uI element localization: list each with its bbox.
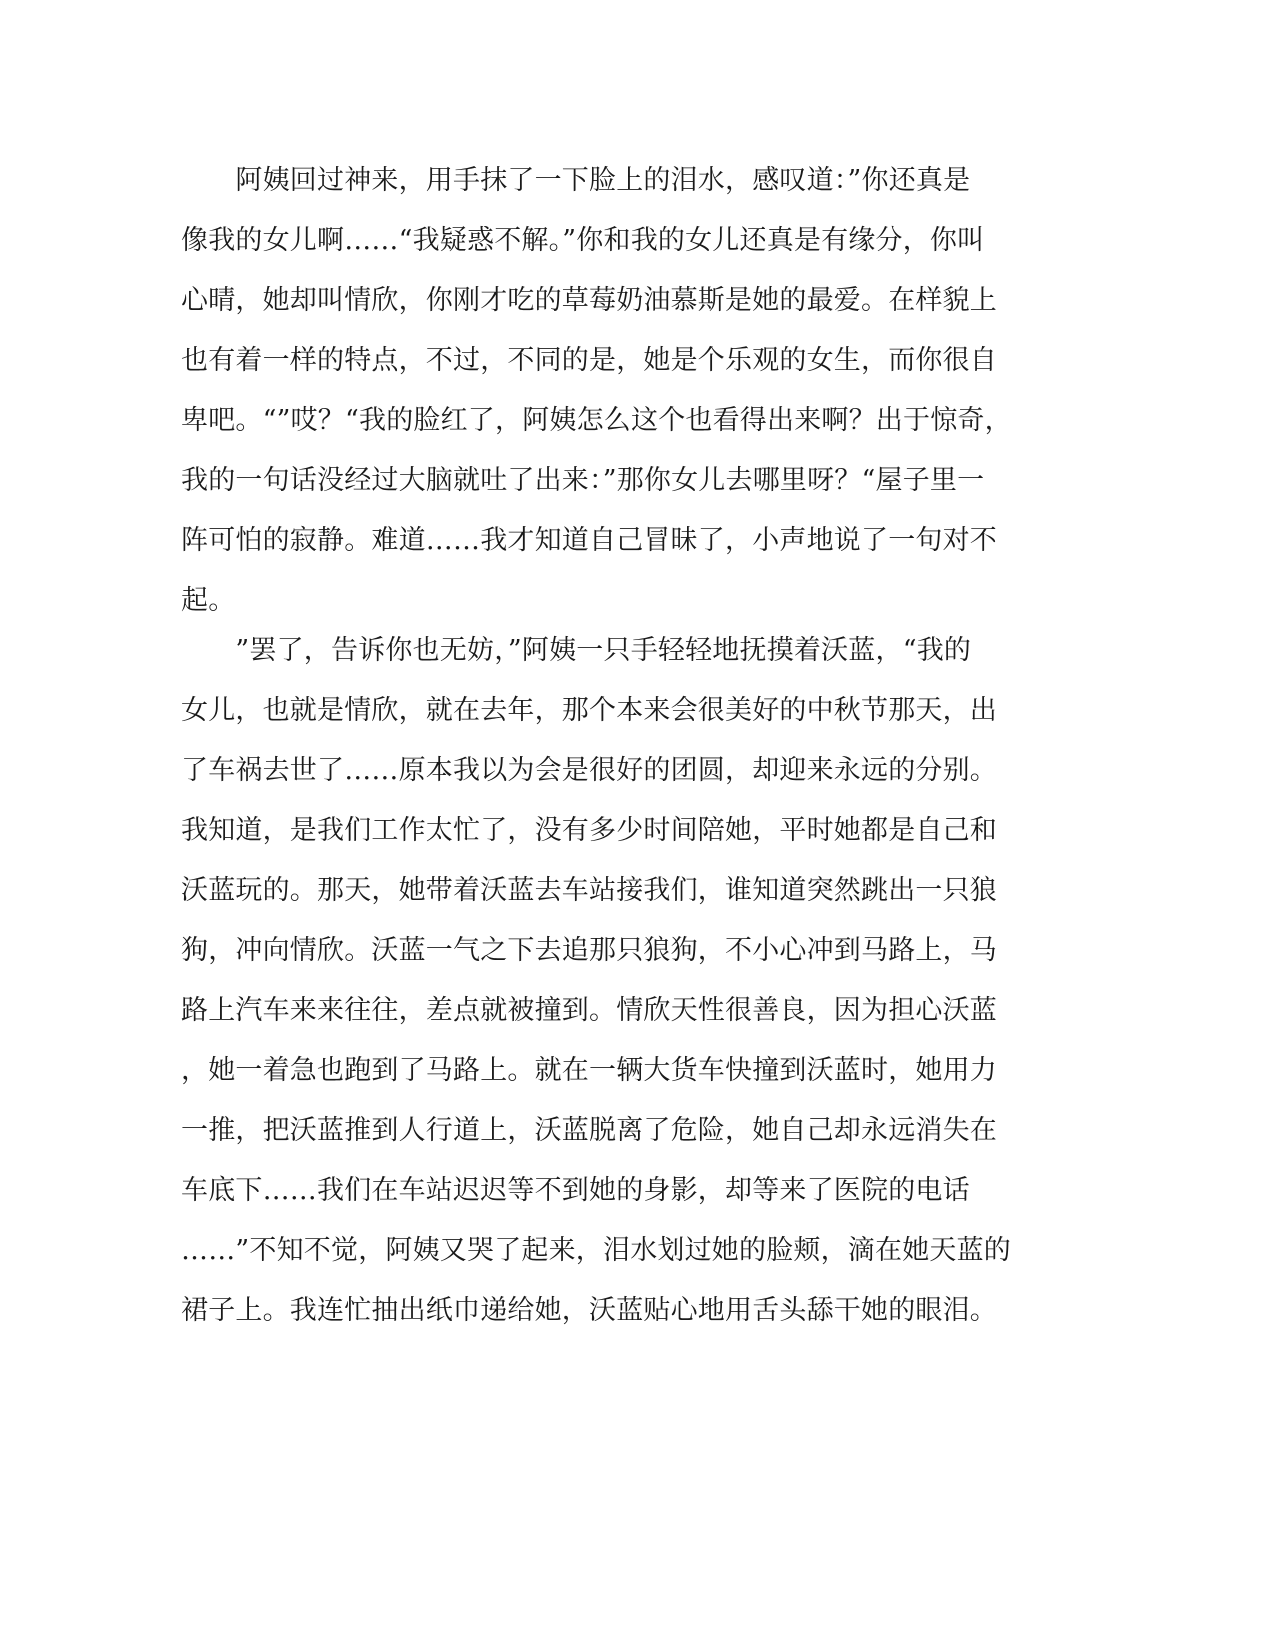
paragraph-2	[181, 621, 1031, 1341]
paragraph-line: 沃蓝玩的。那天，她带着沃蓝去车站接我们，谁知道突然跳出一只狼	[181, 875, 997, 906]
paragraph-line: 我知道，是我们工作太忙了，没有多少时间陪她，平时她都是自己和	[181, 815, 997, 846]
paragraph-line: 像我的女儿啊……“我疑惑不解。”你和我的女儿还真是有缘分，你叫	[181, 225, 985, 256]
paragraph-line: ，她一着急也跑到了马路上。就在一辆大货车快撞到沃蓝时，她用力	[181, 1055, 997, 1086]
paragraph-line: 了车祸去世了……原本我以为会是很好的团圆，却迎来永远的分别。	[181, 755, 997, 786]
paragraph-line: ”罢了，告诉你也无妨，”阿姨一只手轻轻地抚摸着沃蓝，“我的	[181, 635, 972, 666]
paragraph-line: 车底下……我们在车站迟迟等不到她的身影，却等来了医院的电话	[181, 1175, 970, 1206]
paragraph-line: 路上汽车来来往往，差点就被撞到。情欣天性很善良，因为担心沃蓝	[181, 995, 997, 1026]
paragraph-1	[181, 151, 1031, 631]
paragraph-line: 起。	[181, 585, 236, 616]
paragraph-line: 阵可怕的寂静。难道……我才知道自己冒昧了，小声地说了一句对不	[181, 525, 997, 556]
paragraph-line: 卑吧。“”哎？“我的脸红了，阿姨怎么这个也看得出来啊？出于惊奇，	[181, 405, 1012, 436]
paragraph-line: 一推，把沃蓝推到人行道上，沃蓝脱离了危险，她自己却永远消失在	[181, 1115, 997, 1146]
paragraph-line: 也有着一样的特点，不过，不同的是，她是个乐观的女生，而你很自	[181, 345, 997, 376]
paragraph-line: 我的一句话没经过大脑就吐了出来：”那你女儿去哪里呀？“屋子里一	[181, 465, 985, 496]
paragraph-line: 心晴，她却叫情欣，你刚才吃的草莓奶油慕斯是她的最爱。在样貌上	[181, 285, 997, 316]
paragraph-line: 裙子上。我连忙抽出纸巾递给她，沃蓝贴心地用舌头舔干她的眼泪。	[181, 1295, 997, 1326]
paragraph-line: 阿姨回过神来，用手抹了一下脸上的泪水，感叹道：”你还真是	[181, 165, 971, 196]
paragraph-line: ……”不知不觉，阿姨又哭了起来，泪水划过她的脸颊，滴在她天蓝的	[181, 1235, 1012, 1266]
paragraph-line: 女儿，也就是情欣，就在去年，那个本来会很美好的中秋节那天，出	[181, 695, 997, 726]
paragraph-line: 狗，冲向情欣。沃蓝一气之下去追那只狼狗，不小心冲到马路上，马	[181, 935, 997, 966]
